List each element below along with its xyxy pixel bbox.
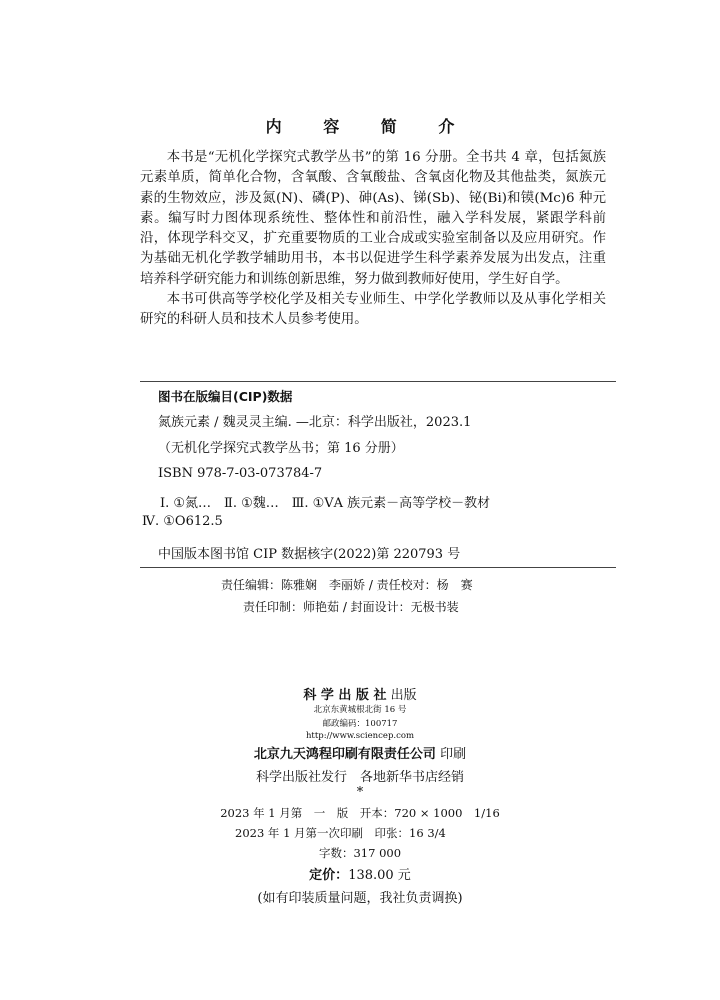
publisher-name: 科 学 出 版 社 [303, 688, 387, 703]
intro-paragraph: 本书是“无机化学探究式教学丛书”的第 16 分册。全书共 4 章，包括氮族元素单质，简单化合物，含氧酸、含氧酸盐、含氧卤化物及其他盐类，氮族元素的生物效应，涉及氮(N)、磷(P)、砷(As)、锑(Sb)、铋(Bi)和镆(Mc)6 种元素。编写时力图体现系统性、整体性和前沿性，融入学科发展，紧跟学科前沿，体现学科交叉，扩充重要物质的工业合成或实验室制备以及应用研究。作为基础无机化学教学辅助用书，本书以促进学生科学素养发展为出发点，注重培养科学研究能力和训练创新思维，努力做到教师好使用，学生好自学。 [140, 150, 606, 287]
cip-series-line: （无机化学探究式教学丛书；第 16 分册） [158, 441, 404, 456]
cip-heading: 图书在版编目(CIP)数据 [158, 389, 293, 404]
word-count: 字数：317 000 [318, 846, 402, 860]
publisher-url: http://www.sciencep.com [305, 731, 415, 741]
distribution-line: 科学出版社发行 各地新华书店经销 [255, 770, 464, 785]
cip-bibliographic-line: 氮族元素 / 魏灵灵主编. —北京：科学出版社，2023.1 [158, 415, 472, 430]
printer-line [0, 743, 720, 762]
cip-classification: Ⅰ. ①氮… Ⅱ. ①魏… Ⅲ. ①ⅤA 族元素－高等学校－教材 [160, 496, 491, 511]
divider [140, 381, 616, 382]
publisher-suffix: 出版 [390, 688, 417, 703]
publisher-line [0, 684, 720, 703]
printer-name: 北京九天鸿程印刷有限责任公司 [253, 747, 436, 762]
cip-classification-number: Ⅳ. ①O612.5 [142, 514, 223, 529]
quality-notice: (如有印装质量问题，我社负责调换) [257, 891, 463, 906]
edition-line: 2023 年 1 月第 一 版 开本：720 × 1000 1/16 [220, 806, 500, 820]
price-line [0, 864, 720, 883]
separator-star: * [356, 785, 364, 800]
editor-credits: 责任编辑：陈雅娴 李丽娇 / 责任校对：杨 赛 [221, 578, 473, 592]
price-label: 定价： [309, 868, 349, 883]
intro-paragraph: 本书可供高等学校化学及相关专业师生、中学化学教师以及从事化学相关研究的科研人员和技术人员参考使用。 [140, 292, 606, 328]
cip-record-number: 中国版本图书馆 CIP 数据核字(2022)第 220793 号 [158, 547, 461, 562]
divider [140, 567, 616, 568]
introduction [140, 148, 606, 331]
cip-isbn: ISBN 978-7-03-073784-7 [158, 466, 323, 481]
page-title: 内 容 简 介 [265, 117, 473, 136]
printing-line: 2023 年 1 月第一次印刷 印张：16 3/4 [235, 826, 446, 840]
printer-suffix: 印刷 [440, 747, 467, 762]
publisher-address: 北京东黄城根北街 16 号 [313, 705, 407, 715]
price-value: 138.00 元 [348, 868, 411, 883]
production-credits: 责任印制：师艳茹 / 封面设计：无极书装 [243, 600, 459, 614]
publisher-postcode: 邮政编码：100717 [322, 719, 398, 729]
